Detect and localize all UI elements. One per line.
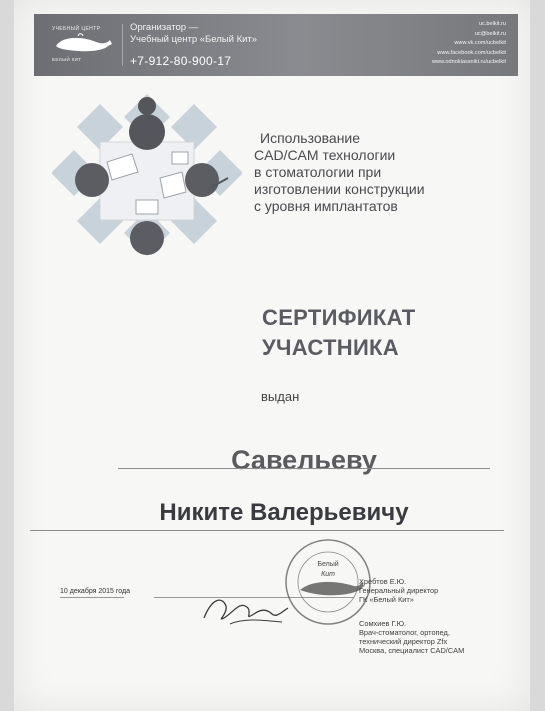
organizer-label: Организатор — bbox=[130, 22, 199, 33]
course-line: изготовлении конструкции bbox=[254, 181, 425, 197]
meeting-table-illustration bbox=[52, 92, 242, 272]
signer-position: Генеральный директор bbox=[359, 586, 439, 595]
link-odnoklassniki[interactable]: www.odnoklassniki.ru/ucbelkit bbox=[432, 59, 506, 65]
signer-specialty: Москва, специалист CAD/CAM bbox=[359, 646, 465, 655]
recipient-surname: Савельеву bbox=[231, 445, 377, 475]
signer-position: Врач-стоматолог, ортопед, bbox=[359, 628, 450, 637]
recipient-given-names: Никите Валерьевичу bbox=[159, 499, 409, 526]
link-vk[interactable]: www.vk.com/ucbelkit bbox=[454, 40, 506, 46]
certificate-title-line: УЧАСТНИКА bbox=[262, 335, 399, 360]
organizer-phone: +7-912-80-900-17 bbox=[130, 54, 232, 68]
stamp-center-text: Кит bbox=[321, 571, 335, 578]
logo-top-text: УЧЕБНЫЙ ЦЕНТР bbox=[52, 26, 101, 32]
signer-name: Хребтов Е.Ю. bbox=[359, 577, 407, 586]
surname-underline bbox=[118, 468, 490, 469]
handwritten-signature bbox=[200, 588, 290, 628]
signer-name: Сомхиев Г.Ю. bbox=[359, 619, 407, 628]
course-line: CAD/CAM технологии bbox=[254, 147, 396, 163]
signer-technical-director bbox=[359, 619, 464, 655]
course-title bbox=[254, 130, 524, 215]
issue-date: 10 декабря 2015 года bbox=[60, 588, 131, 595]
course-line: с уровня имплантатов bbox=[254, 198, 398, 214]
name-underline bbox=[30, 530, 504, 531]
stamp-top-text: Белый bbox=[317, 561, 339, 568]
course-line: Использование bbox=[260, 130, 361, 146]
contact-links bbox=[432, 20, 506, 68]
signer-organization: ГК «Белый Кит» bbox=[359, 595, 414, 604]
signer-position: технический директор Zfx bbox=[359, 637, 448, 646]
organizer-name: Учебный центр «Белый Кит» bbox=[130, 34, 258, 45]
logo-name-text: БЕЛЫЙ КИТ bbox=[52, 57, 82, 62]
link-email[interactable]: uc@belkit.ru bbox=[474, 30, 506, 37]
date-underline bbox=[60, 597, 124, 598]
header-banner bbox=[34, 14, 518, 76]
signer-director bbox=[359, 577, 438, 604]
certificate-title-line: СЕРТИФИКАТ bbox=[262, 305, 416, 330]
organizer-block bbox=[130, 22, 257, 46]
issued-label: выдан bbox=[261, 389, 300, 404]
logo bbox=[48, 24, 123, 66]
certificate-title bbox=[262, 303, 415, 363]
whale-icon bbox=[52, 32, 116, 56]
certificate-sheet bbox=[14, 0, 530, 711]
link-facebook[interactable]: www.facebook.com/ucbelkit bbox=[437, 49, 506, 56]
link-website[interactable]: uc.belkit.ru bbox=[478, 21, 506, 27]
course-line: в стоматологии при bbox=[254, 164, 382, 180]
